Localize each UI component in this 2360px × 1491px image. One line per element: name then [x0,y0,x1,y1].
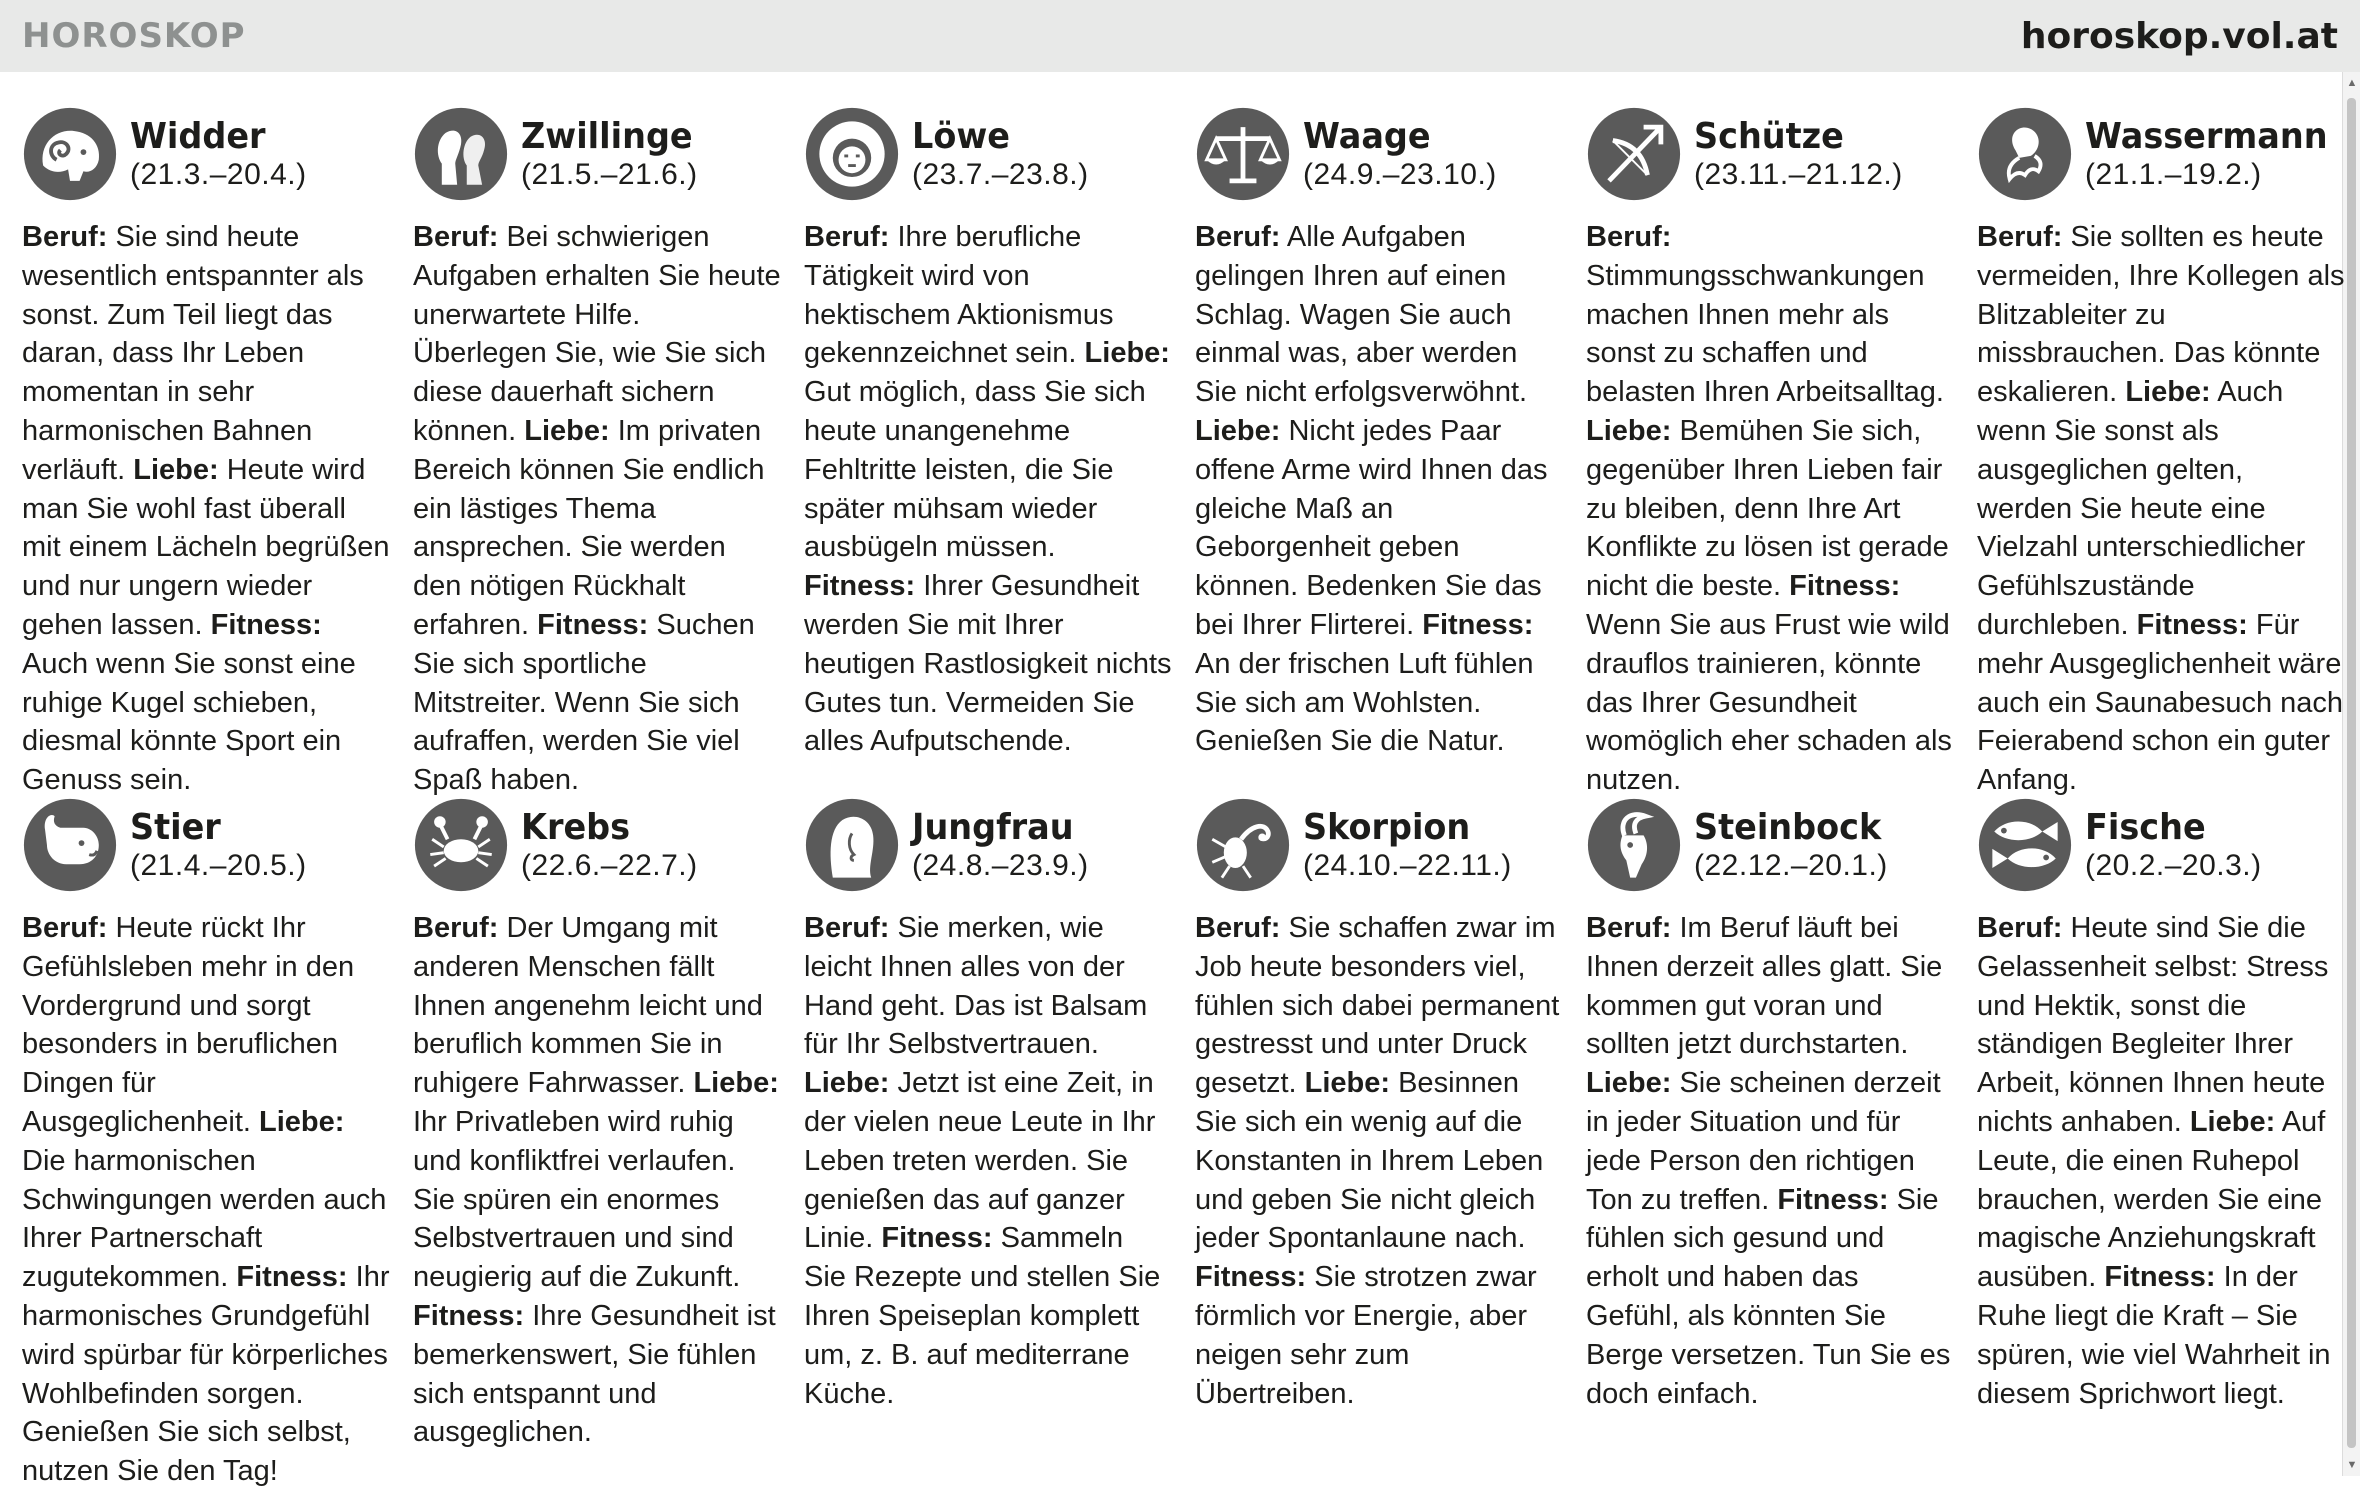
horoscope-card-widder [22,106,390,800]
scroll-up-arrow-icon[interactable]: ▲ [2346,77,2358,89]
beruf-text: Sie sind heute wesentlich entspannter als sonst. Zum Teil liegt das daran, dass Ihr Leben momentan in sehr harmonischen Bahnen verläuft. [22,221,364,486]
sign-name: Skorpion [1303,807,1471,848]
sign-titles [521,797,698,883]
sign-dates: (21.1.–19.2.) [2085,158,2262,191]
fitness-text: Auch wenn Sie sonst eine ruhige Kugel schieben, diesmal könnte Sport ein Genuss sein. [22,647,356,797]
sign-titles [912,106,1089,192]
beruf-text: Alle Aufgaben gelingen Ihren auf einen Schlag. Wagen Sie auch einmal was, aber werden Sie nicht erfolgsverwöhnt. [1195,221,1528,409]
sign-forecast [1195,909,1563,1413]
liebe-text: Ihr Privatleben wird ruhig und konfliktfrei verlaufen. Sie spüren ein enormes Selbstvertrauen und sind neugierig auf die Zukunft. [413,1105,741,1294]
fitness-text: Suchen Sie sich sportliche Mitstreiter. Wenn Sie sich aufraffen, werden Sie viel Spaß haben. [413,608,755,797]
fitness-label: Fitness: [537,608,649,641]
fitness-label: Fitness: [1195,1261,1307,1294]
sign-name: Wassermann [2085,116,2328,157]
liebe-label: Liebe: [2189,1105,2276,1138]
horoscope-card-waage [1195,106,1563,761]
fitness-label: Fitness: [1422,608,1534,641]
liebe-text: Besinnen Sie sich ein wenig auf die Konstanten in Ihrem Leben und geben Sie nicht gleich jeder Spontanlaune nach. [1195,1067,1544,1255]
fitness-label: Fitness: [236,1261,348,1294]
liebe-text: Sie scheinen derzeit in jeder Situation und für jede Person den richtigen Ton zu treffen. [1586,1067,1941,1216]
beruf-text: Sie merken, wie leicht Ihnen alles von der Hand geht. Das ist Balsam für Ihr Selbstvertrauen. [804,912,1148,1061]
fitness-text: Sie strotzen zwar förmlich vor Energie, aber neigen sehr zum Übertreiben. [1195,1261,1537,1410]
sign-titles [1694,797,1895,883]
beruf-text: Sie sollten es heute vermeiden, Ihre Kollegen als Blitzableiter zu missbrauchen. Das könnte eskalieren. [1977,221,2345,409]
section-title: HOROSKOP [22,16,246,56]
liebe-text: Jetzt ist eine Zeit, in der vielen neue Leute in Ihr Leben treten werden. Sie genießen das auf ganzer Linie. [804,1067,1156,1255]
sign-titles [130,106,307,192]
fitness-text: Sammeln Sie Rezepte und stellen Sie Ihren Speiseplan komplett um, z. B. auf mediterrane Küche. [804,1222,1161,1410]
liebe-label: Liebe: [259,1105,345,1138]
site-url-link[interactable]: horoskop.vol.at [2020,15,2338,57]
beruf-label: Beruf: [1977,912,2063,944]
sign-name: Löwe [912,116,1010,157]
sign-dates: (21.5.–21.6.) [521,158,698,191]
sign-dates: (23.11.–21.12.) [1694,158,1903,191]
sign-header [1586,797,1954,899]
sign-forecast [804,218,1172,761]
beruf-label: Beruf: [22,912,108,944]
horoscope-card-steinbock [1586,797,1954,1413]
sign-dates: (20.2.–20.3.) [2085,849,2262,882]
sign-header [1586,106,1954,208]
fitness-label: Fitness: [1777,1183,1889,1216]
beruf-text: Stimmungsschwankungen machen Ihnen mehr als sonst zu schaffen und belasten Ihren Arbeitsalltag. [1586,259,1944,409]
fitness-label: Fitness: [2136,608,2248,641]
beruf-label: Beruf: [1195,912,1281,944]
sign-dates: (22.12.–20.1.) [1694,849,1888,882]
beruf-label: Beruf: [413,221,499,253]
liebe-text: Gut möglich, dass Sie sich heute unangenehme Fehltritte leisten, die Sie später mühsam wieder ausbügeln müssen. [804,376,1146,564]
horoscope-card-fische [1977,797,2345,1413]
fitness-text: In der Ruhe liegt die Kraft – Sie spüren, wie viel Wahrheit in diesem Sprichwort liegt. [1977,1261,2331,1410]
sign-dates: (24.10.–22.11.) [1303,849,1512,882]
archer-icon [1586,106,1682,202]
sign-dates: (23.7.–23.8.) [912,158,1089,191]
liebe-label: Liebe: [1586,414,1672,447]
sign-name: Krebs [521,807,631,848]
horoscope-card-schuetze [1586,106,1954,800]
sign-name: Waage [1303,116,1431,157]
ram-icon [22,106,118,202]
sign-titles [912,797,1089,883]
beruf-label: Beruf: [1586,912,1672,944]
liebe-label: Liebe: [1586,1067,1672,1100]
fitness-text: Für mehr Ausgeglichenheit wäre auch ein Saunabesuch nach Feierabend schon ein guter Anfang. [1977,608,2344,797]
beruf-text: Im Beruf läuft bei Ihnen derzeit alles glatt. Sie kommen gut voran und sollten jetzt durchstarten. [1586,912,1943,1061]
lion-icon [804,106,900,202]
liebe-text: Im privaten Bereich können Sie endlich ein lästiges Thema ansprechen. Sie werden den nötigen Rückhalt erfahren. [413,414,765,641]
liebe-label: Liebe: [804,1067,890,1100]
sign-name: Stier [130,807,221,848]
twins-icon [413,106,509,202]
horoscope-card-krebs [413,797,781,1452]
sign-name: Widder [130,116,266,157]
sign-dates: (21.3.–20.4.) [130,158,307,191]
liebe-label: Liebe: [1084,337,1170,370]
sign-header [1195,106,1563,208]
fitness-text: Ihrer Gesundheit werden Sie mit Ihrer heutigen Rastlosigkeit nichts Gutes tun. Vermeiden Sie alles Aufputschende. [804,570,1172,758]
sign-forecast [1586,218,1954,800]
fitness-label: Fitness: [210,608,322,641]
liebe-label: Liebe: [1304,1067,1391,1100]
liebe-text: Auf Leute, die einen Ruhepol brauchen, werden Sie eine magische Anziehungskraft ausüben. [1977,1105,2326,1294]
sign-titles [2085,797,2262,883]
sign-header [804,106,1172,208]
sign-name: Steinbock [1694,807,1882,848]
beruf-label: Beruf: [1977,221,2063,253]
fitness-label: Fitness: [413,1299,525,1332]
sign-header [1977,106,2345,208]
beruf-label: Beruf: [804,912,890,944]
liebe-label: Liebe: [524,414,610,447]
bull-icon [22,797,118,893]
sign-header [413,106,781,208]
sign-forecast [1977,909,2345,1413]
beruf-text: Der Umgang mit anderen Menschen fällt Ihnen angenehm leicht und beruflich kommen Sie in ruhigere Fahrwasser. [413,912,763,1100]
liebe-label: Liebe: [133,453,219,486]
page-header [0,0,2360,72]
sign-header [804,797,1172,899]
sign-dates: (24.8.–23.9.) [912,849,1089,882]
liebe-text: Die harmonischen Schwingungen werden auch Ihrer Partnerschaft zugutekommen. [22,1144,387,1294]
sign-header [1195,797,1563,899]
sign-name: Schütze [1694,116,1844,157]
beruf-text: Heute sind Sie die Gelassenheit selbst: Stress und Hektik, sonst die ständigen Begleiter Ihrer Arbeit, können Ihnen heute nichts anhaben. [1977,912,2329,1138]
fitness-text: Ihr harmonisches Grundgefühl wird spürbar für körperliches Wohlbefinden sorgen. Genießen Sie sich selbst, nutzen Sie den Tag! [22,1261,390,1488]
sign-name: Zwillinge [521,116,693,157]
beruf-label: Beruf: [1195,221,1281,253]
sign-titles [1303,797,1512,883]
sign-titles [130,797,307,883]
sign-titles [1694,106,1903,192]
sign-titles [2085,106,2346,192]
sign-header [1977,797,2345,899]
sign-dates: (24.9.–23.10.) [1303,158,1497,191]
liebe-text: Auch wenn Sie sonst als ausgeglichen gelten, werden Sie heute eine Vielzahl unterschiedlicher Gefühlszustände durchleben. [1977,376,2306,641]
fitness-label: Fitness: [881,1222,993,1255]
sign-titles [1303,106,1497,192]
crab-icon [413,797,509,893]
scrollbar-thumb[interactable] [2347,98,2356,1448]
sign-forecast [413,218,781,800]
sign-forecast [22,218,390,800]
sign-name: Fische [2085,807,2206,848]
sign-header [22,797,390,899]
beruf-text: Heute rückt Ihr Gefühlsleben mehr in den Vordergrund und sorgt besonders in beruflichen Dingen für Ausgeglichenheit. [22,912,355,1138]
beruf-text: Ihre berufliche Tätigkeit wird von hektischem Aktionismus gekennzeichnet sein. [804,221,1114,370]
water-bearer-icon [1977,106,2073,202]
horoscope-card-loewe [804,106,1172,761]
beruf-text: Sie schaffen zwar im Job heute besonders viel, fühlen sich dabei permanent gestresst und unter Druck gesetzt. [1195,912,1560,1100]
fitness-text: An der frischen Luft fühlen Sie sich am Wohlsten. Genießen Sie die Natur. [1195,647,1534,758]
fitness-text: Ihre Gesundheit ist bemerkenswert, Sie fühlen sich entspannt und ausgeglichen. [413,1299,776,1449]
fitness-text: Wenn Sie aus Frust wie wild drauflos trainieren, könnte das Ihrer Gesundheit womöglich eher schaden als nutzen. [1586,608,1952,797]
liebe-text: Heute wird man Sie wohl fast überall mit einem Lächeln begrüßen und nur ungern wieder gehen lassen. [22,453,390,641]
sign-forecast [1195,218,1563,761]
liebe-label: Liebe: [1195,414,1281,447]
fitness-label: Fitness: [2104,1261,2216,1294]
sign-name: Jungfrau [912,807,1074,848]
liebe-label: Liebe: [2125,376,2211,409]
sign-forecast [1977,218,2345,800]
fitness-text: Sie fühlen sich gesund und erholt und haben das Gefühl, als könnten Sie Berge versetzen. Tun Sie es doch einfach. [1586,1183,1951,1410]
liebe-label: Liebe: [693,1067,779,1100]
horoscope-card-jungfrau [804,797,1172,1413]
sign-header [413,797,781,899]
sign-titles [521,106,706,192]
virgin-icon [804,797,900,893]
beruf-text: Bei schwierigen Aufgaben erhalten Sie heute unerwartete Hilfe. Überlegen Sie, wie Sie sich diese dauerhaft sichern können. [413,221,781,447]
scroll-down-arrow-icon[interactable]: ▼ [2346,1459,2358,1471]
beruf-label: Beruf: [22,221,108,253]
ibex-icon [1586,797,1682,893]
fish-icon [1977,797,2073,893]
scales-icon [1195,106,1291,202]
beruf-label: Beruf: [804,221,890,253]
sign-header [22,106,390,208]
beruf-label: Beruf: [413,912,499,944]
horoscope-card-stier [22,797,390,1491]
fitness-label: Fitness: [1789,570,1901,603]
scorpion-icon [1195,797,1291,893]
liebe-text: Bemühen Sie sich, gegenüber Ihren Lieben fair zu bleiben, denn Ihre Art Konflikte zu lösen ist gerade nicht die beste. [1586,414,1949,603]
sign-dates: (21.4.–20.5.) [130,849,307,882]
sign-forecast [804,909,1172,1413]
horoscope-card-wassermann [1977,106,2345,800]
sign-forecast [413,909,781,1452]
horoscope-card-zwillinge [413,106,781,800]
horoscope-card-skorpion [1195,797,1563,1413]
sign-forecast [1586,909,1954,1413]
liebe-text: Nicht jedes Paar offene Arme wird Ihnen das gleiche Maß an Geborgenheit geben können. Bedenken Sie das bei Ihrer Flirterei. [1195,414,1548,641]
fitness-label: Fitness: [804,570,916,603]
beruf-label: Beruf: [1586,221,1672,253]
sign-forecast [22,909,390,1491]
sign-dates: (22.6.–22.7.) [521,849,698,882]
